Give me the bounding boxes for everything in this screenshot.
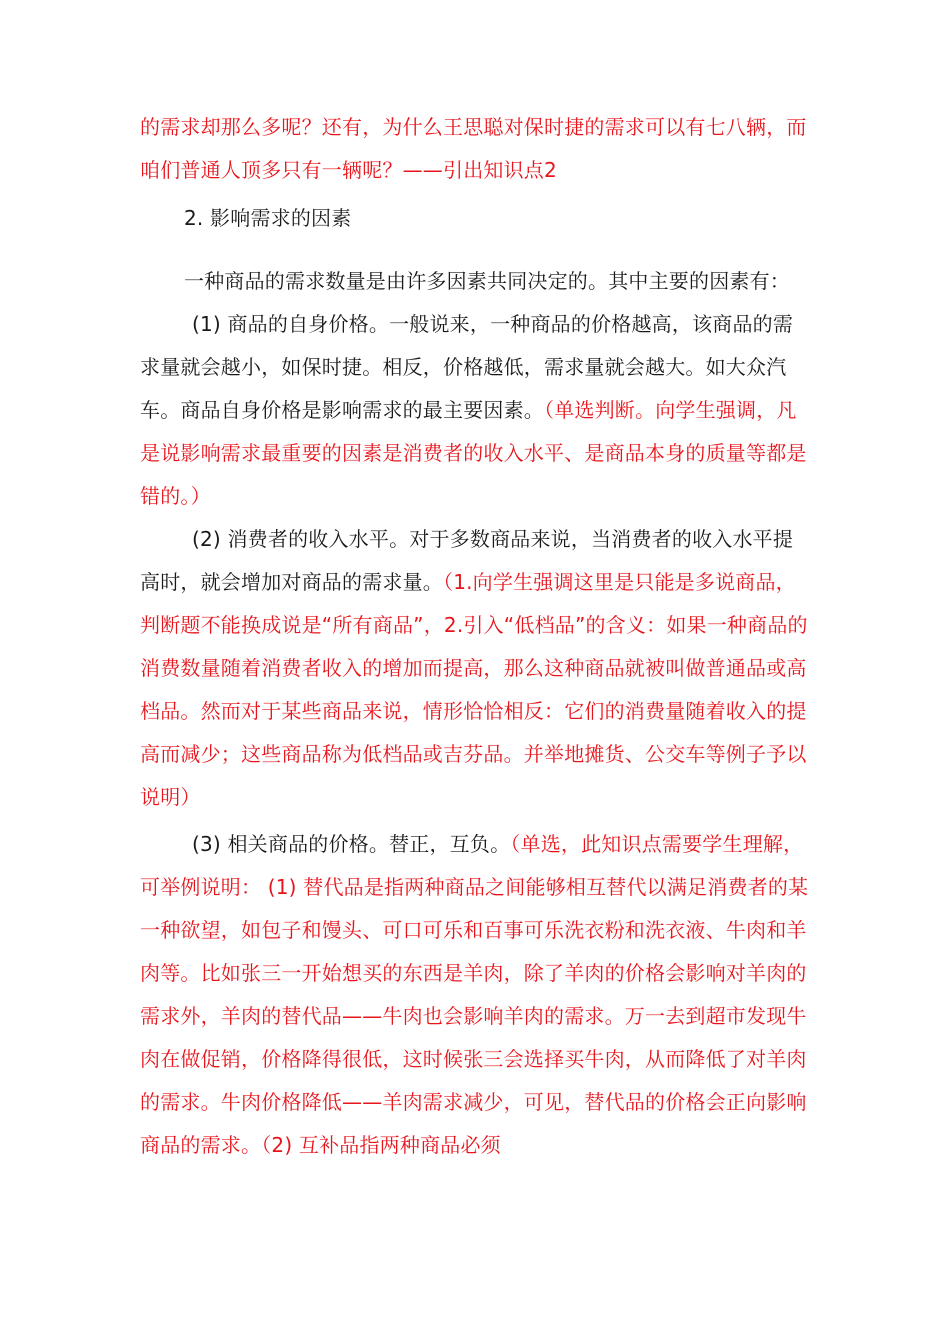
- body-text: (2) 消费者的收入水平。对于多数商品来说，当消费者的收入水平提高时，就会增加对商品的需求量。: [140, 527, 794, 594]
- teacher-note: （1.向学生强调这里是只能是多说商品，判断题不能换成说是“所有商品”，2.引入“低档品”的含义：如果一种商品的消费数量随着消费者收入的增加而提高，那么这种商品就被叫做普通品或高档品。然而对于某些商品来说，情形恰恰相反：它们的消费量随着收入的提高而减少；这些商品称为低档品或吉芬品。并举地摊货、公交车等例子予以说明）: [140, 570, 808, 809]
- paragraph-factor-1: [140, 303, 812, 518]
- paragraph-factors-intro: [184, 260, 824, 303]
- body-text: 一种商品的需求数量是由许多因素共同决定的。其中主要的因素有：: [184, 269, 790, 293]
- section-heading: [184, 197, 812, 240]
- paragraph-factor-3: [140, 823, 812, 1167]
- paragraph-intro-continuation: [140, 106, 812, 192]
- body-text: (1) 商品的自身价格。一般说来，一种商品的价格越高，该商品的需求量就会越小，如保时捷。相反，价格越低，需求量就会越大。如大众汽车。商品自身价格是影响需求的最主要因素。: [140, 312, 794, 422]
- body-text: (3) 相关商品的价格。替正，互负。: [192, 832, 511, 856]
- teacher-note: （单选，此知识点需要学生理解，可举例说明： (1) 替代品是指两种商品之间能够相互替代以满足消费者的某一种欲望，如包子和馒头、可口可乐和百事可乐洗衣粉和洗衣液、牛肉和羊肉等。比如张三一开始想买的东西是羊肉，除了羊肉的价格会影响对羊肉的需求外，羊肉的替代品——牛肉也会影响羊肉的需求。万一去到超市发现牛肉在做促销，价格降得很低，这时候张三会选择买牛肉，从而降低了对羊肉的需求。牛肉价格降低——羊肉需求减少，可见，替代品的价格会正向影响商品的需求。（2) 互补品指两种商品必须: [140, 832, 809, 1157]
- paragraph-factor-2: [140, 518, 812, 819]
- emphasis-text: 的需求却那么多呢？还有，为什么王思聪对保时捷的需求可以有七八辆，而咱们普通人顶多只有一辆呢？——引出知识点2: [140, 115, 807, 182]
- teacher-note: （单选判断。向学生强调，凡是说影响需求最重要的因素是消费者的收入水平、是商品本身的质量等都是错的。）: [140, 398, 807, 508]
- heading-text: 2. 影响需求的因素: [184, 206, 352, 230]
